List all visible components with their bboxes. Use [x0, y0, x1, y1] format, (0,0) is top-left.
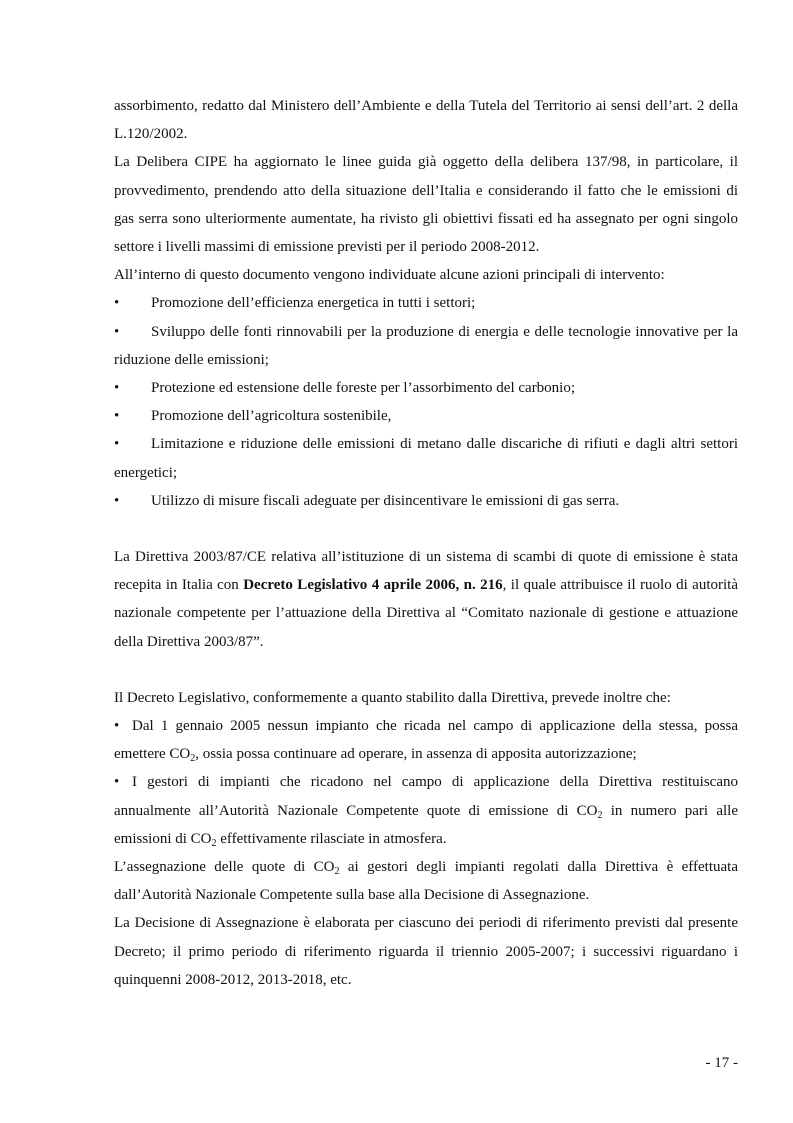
subscript: 2 [334, 866, 340, 878]
list-item-text: Protezione ed estensione delle foreste per l’assorbimento del carbonio; [151, 380, 576, 397]
list-item [114, 374, 738, 402]
list-item-text: Utilizzo di misure fiscali adeguate per disincentivare le emissioni di gas serra. [151, 492, 620, 509]
bullet-mark: • [114, 436, 120, 453]
paragraph-continuation: assorbimento, redatto dal Ministero dell’Ambiente e della Tutela del Territorio ai sensi dell’art. 2 della L.120/2002. [114, 98, 738, 143]
text-run: , il quale attribuisce il ruolo di autorità nazionale competente per l’attuazione della Direttiva al “Comitato nazionale di gestione e attuazione della Direttiva 2003/87”. [114, 577, 738, 650]
text-run: in numero pari alle emissioni di CO [114, 802, 738, 847]
paragraph-decisione: La Decisione di Assegnazione è elaborata per ciascuno dei periodi di riferimento previsti dal presente Decreto; il primo periodo di riferimento riguarda il triennio 2005-2007; i successivi riguardano i quinquenni 2008-2012, 2013-2018, etc. [114, 915, 738, 988]
list-item-text: Sviluppo delle fonti rinnovabili per la produzione di energia e delle tecnologie innovative per la riduzione delle emissioni; [114, 323, 738, 368]
list-item [114, 318, 738, 374]
text-run: effettivamente rilasciate in atmosfera. [216, 830, 447, 847]
subscript: 2 [597, 809, 603, 821]
text-run: I gestori di impianti che ricadono nel campo di applicazione della Direttiva restituiscano annualmente all’Autorità Nazionale Competente quote di emissione di CO [114, 774, 738, 819]
text-run: Dal 1 gennaio 2005 nessun impianto che ricada nel campo di applicazione della stessa, possa emettere CO [114, 718, 738, 763]
page-body [114, 92, 738, 994]
bullet-mark: • [114, 492, 120, 509]
text-run: ai gestori degli impianti regolati dalla Direttiva è effettuata dall’Autorità Nazionale Competente sulla base alla Decisione di Assegnazione. [114, 859, 738, 904]
text-run: , ossia possa continuare ad operare, in assenza di apposita autorizzazione; [195, 746, 637, 763]
bullet-mark: • [114, 718, 120, 735]
text-run: L’assegnazione delle quote di CO [114, 859, 335, 876]
bullet-mark: • [114, 295, 120, 312]
paragraph-delibera-cipe: La Delibera CIPE ha aggiornato le linee guida già oggetto della delibera 137/98, in particolare, il provvedimento, prendendo atto della situazione dell’Italia e considerando il fatto che le emissioni di gas serra sono ulteriormente aumentate, ha rivisto gli obiettivi fissati ed ha assegnato per ogni singolo settore i livelli massimi di emissione previsti per il periodo 2008-2012. [114, 154, 738, 256]
list-item [114, 487, 738, 515]
subscript: 2 [211, 837, 217, 849]
list-item-text: Limitazione e riduzione delle emissioni di metano dalle discariche di rifiuti e dagli altri settori energetici; [114, 436, 738, 481]
paragraph-azioni-intro: All’interno di questo documento vengono individuate alcune azioni principali di intervento: [114, 267, 665, 284]
paragraph-decreto-intro: Il Decreto Legislativo, conformemente a quanto stabilito dalla Direttiva, prevede inoltre che: [114, 689, 671, 706]
page-number: - 17 - [705, 1055, 738, 1071]
list-item-text: Promozione dell’agricoltura sostenibile, [151, 408, 392, 425]
list-item [114, 402, 738, 430]
bullet-mark: • [114, 323, 120, 340]
subscript: 2 [190, 753, 196, 765]
paragraph-direttiva [114, 543, 738, 656]
bullet-mark: • [114, 774, 120, 791]
list-item [114, 289, 738, 317]
bold-reference: Decreto Legislativo 4 aprile 2006, n. 216 [243, 577, 503, 594]
list-item [114, 430, 738, 486]
list-item [114, 768, 738, 853]
paragraph-assegnazione [114, 853, 738, 909]
bullet-mark: • [114, 380, 120, 397]
spacer [114, 515, 738, 543]
spacer [114, 656, 738, 684]
list-item-text: Promozione dell’efficienza energetica in tutti i settori; [151, 295, 476, 312]
list-item [114, 712, 738, 768]
bullet-mark: • [114, 408, 120, 425]
text-run: La Direttiva 2003/87/CE relativa all’istituzione di un sistema di scambi di quote di emissione è stata recepita in Italia con [114, 549, 738, 594]
